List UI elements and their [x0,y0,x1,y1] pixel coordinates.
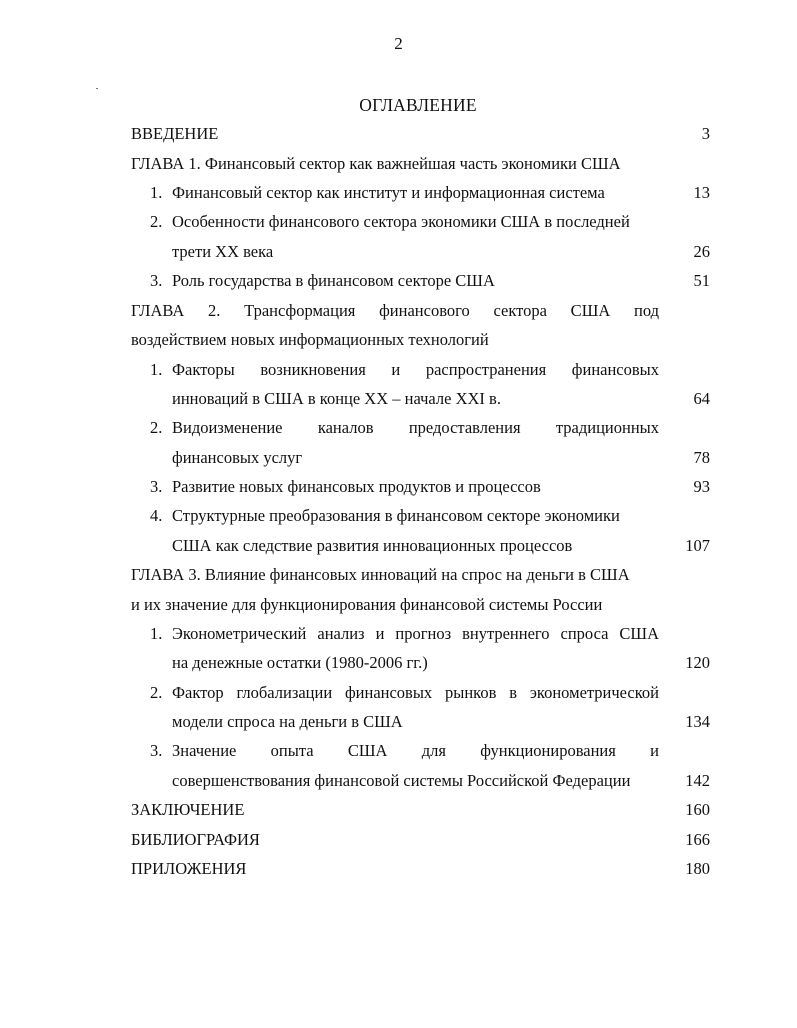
toc-page-number: 120 [685,653,710,672]
toc-chapter-1[interactable]: ГЛАВА 1. Финансовый сектор как важнейшая часть экономики США [131,154,621,173]
toc-title: ОГЛАВЛЕНИЕ [359,95,477,115]
section-number: 2. [150,418,163,437]
toc-page-number: 166 [685,830,710,849]
section-title: Структурные преобразования в финансовом секторе экономики [172,506,620,525]
toc-chapter-3[interactable]: ГЛАВА 3. Влияние финансовых инноваций на спрос на деньги в США [131,565,630,584]
toc-entry-appendices[interactable]: ПРИЛОЖЕНИЯ [131,859,247,878]
toc-section-2-1[interactable] [0,357,797,383]
toc-page-number: 93 [693,477,710,496]
toc-section-2-2[interactable] [0,415,797,441]
toc-entry-introduction[interactable]: ВВЕДЕНИЕ [131,124,219,143]
toc-page-number: 13 [693,183,710,202]
toc-entry-conclusion[interactable]: ЗАКЛЮЧЕНИЕ [131,800,245,819]
section-title-continuation: на денежные остатки (1980-2006 гг.) [172,653,428,672]
section-number: 4. [150,506,163,525]
section-title: Эконометрический анализ и прогноз внутреннего спроса США [172,624,659,643]
chapter-title-continuation: воздействием новых информационных технологий [131,330,489,349]
section-title-continuation: модели спроса на деньги в США [172,712,403,731]
scan-artifact [96,88,98,89]
section-title: Видоизменение каналов предоставления традиционных [172,418,659,437]
section-title-continuation: инноваций в США в конце XX – начале XXI в. [172,389,501,408]
section-number: 2. [150,683,163,702]
toc-page-number: 134 [685,712,710,731]
toc-section-2-3[interactable] [0,474,797,500]
section-number: 2. [150,212,163,231]
section-title: Финансовый сектор как институт и информационная система [172,183,605,202]
section-title: Значение опыта США для функционирования и [172,741,659,760]
section-title: Роль государства в финансовом секторе США [172,271,495,290]
toc-section-1-2[interactable] [0,209,797,235]
section-title-continuation: трети XX века [172,242,274,261]
chapter-title-continuation: и их значение для функционирования финансовой системы России [131,595,603,614]
toc-chapter-2[interactable]: ГЛАВА 2. Трансформация финансового сектора США под [131,301,659,320]
section-title: Факторы возникновения и распространения финансовых [172,360,659,379]
section-title-continuation: совершенствования финансовой системы Российской Федерации [172,771,631,790]
toc-page-number: 51 [693,271,710,290]
section-number: 1. [150,624,163,643]
toc-section-1-1[interactable] [0,180,797,206]
toc-entry-bibliography[interactable]: БИБЛИОГРАФИЯ [131,830,260,849]
toc-section-3-1[interactable] [0,621,797,647]
section-title-continuation: финансовых услуг [172,448,303,467]
toc-section-1-3[interactable] [0,268,797,294]
toc-section-3-2[interactable] [0,680,797,706]
section-number: 3. [150,271,163,290]
section-number: 1. [150,360,163,379]
toc-section-2-4[interactable] [0,503,797,529]
toc-page-number: 142 [685,771,710,790]
page-number: 2 [394,34,403,53]
toc-page-number: 78 [693,448,710,467]
toc-page-number: 107 [685,536,710,555]
section-title: Развитие новых финансовых продуктов и процессов [172,477,541,496]
section-title-continuation: США как следствие развития инновационных процессов [172,536,573,555]
toc-section-3-3[interactable] [0,738,797,764]
toc-page-number: 26 [693,242,710,261]
toc-page-number: 160 [685,800,710,819]
toc-page-number: 3 [701,124,710,143]
section-title: Особенности финансового сектора экономики США в последней [172,212,630,231]
section-title: Фактор глобализации финансовых рынков в эконометрической [172,683,659,702]
toc-page-number: 64 [693,389,710,408]
section-number: 3. [150,477,163,496]
section-number: 3. [150,741,163,760]
toc-page-number: 180 [685,859,710,878]
section-number: 1. [150,183,163,202]
